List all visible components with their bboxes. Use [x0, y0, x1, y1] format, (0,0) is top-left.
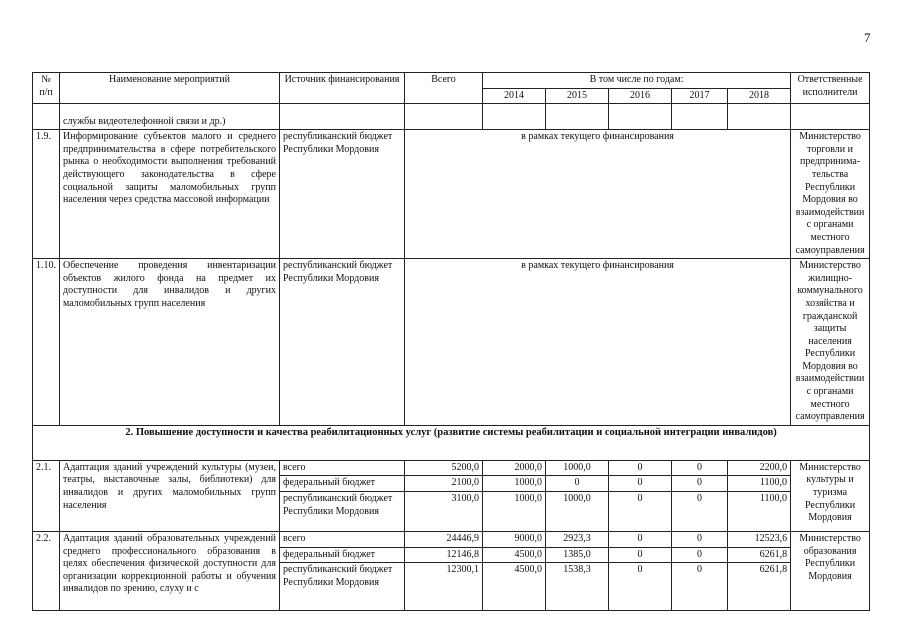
value-cell: 12523,6 — [728, 532, 791, 548]
value-cell: 1385,0 — [546, 547, 609, 563]
row-responsible: Министерство торговли и предпринима-тельства Республики Мордовия во взаимодействии с органами местного самоуправления — [791, 130, 870, 259]
row-source: федеральный бюджет — [280, 547, 405, 563]
value-cell: 0 — [672, 547, 728, 563]
page-number: 7 — [864, 30, 871, 45]
row-num: 2.1. — [33, 460, 60, 531]
value-cell: 6261,8 — [728, 547, 791, 563]
value-cell: 0 — [672, 460, 728, 476]
row-source: республиканский бюджет Республики Мордовия — [280, 492, 405, 532]
value-cell: 0 — [609, 547, 672, 563]
header-responsible: Ответственные исполнители — [791, 73, 870, 104]
row-num: 2.2. — [33, 532, 60, 611]
value-cell: 2200,0 — [728, 460, 791, 476]
value-cell: 1000,0 — [483, 476, 546, 492]
value-cell: 0 — [672, 563, 728, 611]
header-year: 2015 — [546, 88, 609, 104]
row-name: Обеспечение проведения инвентаризации объектов жилого фонда на предмет их доступности для инвалидов и других маломобильных групп населения — [60, 259, 280, 426]
row-name: Информирование субъектов малого и среднего предпринимательства в сфере потребительского рынка о необходимости выполнения требований действующего законодательства в сфере социальной защиты маломобильных групп населения через средства массовой информации — [60, 130, 280, 259]
row-responsible: Министерство культуры и туризма Республики Мордовия — [791, 460, 870, 531]
header-total: Всего — [405, 73, 483, 104]
table-row — [33, 130, 870, 259]
value-cell: 6261,8 — [728, 563, 791, 611]
row-name: Адаптация зданий образовательных учреждений среднего профессионального образования в целях обеспечения физической доступности для организации коррекционной работы и обучения инвалидов по зрению, слуху и с — [60, 532, 280, 611]
value-cell: 3100,0 — [405, 492, 483, 532]
row-source: республиканский бюджет Республики Мордовия — [280, 563, 405, 611]
row-financing: в рамках текущего финансирования — [405, 130, 791, 259]
header-source: Источник финансирования — [280, 73, 405, 104]
header-by-years: В том числе по годам: — [483, 73, 791, 89]
section-title: 2. Повышение доступности и качества реабилитационных услуг (развитие системы реабилитации и социальной интеграции инвалидов) — [33, 425, 870, 460]
value-cell: 1100,0 — [728, 476, 791, 492]
continuation-num-cell — [33, 104, 60, 130]
value-cell: 1000,0 — [546, 492, 609, 532]
value-cell: 0 — [609, 563, 672, 611]
header-year: 2014 — [483, 88, 546, 104]
header-year: 2016 — [609, 88, 672, 104]
row-financing: в рамках текущего финансирования — [405, 259, 791, 426]
value-cell: 0 — [546, 476, 609, 492]
row-name: Адаптация зданий учреждений культуры (музеи, театры, выставочные залы, библиотеки) для инвалидов и других маломобильных групп населения — [60, 460, 280, 531]
row-source: всего — [280, 532, 405, 548]
header-year: 2017 — [672, 88, 728, 104]
value-cell: 12300,1 — [405, 563, 483, 611]
header-num: № п/п — [33, 73, 60, 104]
value-cell: 4500,0 — [483, 563, 546, 611]
row-responsible: Министерство образования Республики Мордовия — [791, 532, 870, 611]
header-year: 2018 — [728, 88, 791, 104]
value-cell: 0 — [609, 492, 672, 532]
value-cell: 24446,9 — [405, 532, 483, 548]
value-cell: 0 — [672, 492, 728, 532]
value-cell: 1538,3 — [546, 563, 609, 611]
header-name: Наименование мероприятий — [60, 73, 280, 104]
value-cell: 0 — [609, 460, 672, 476]
value-cell: 2100,0 — [405, 476, 483, 492]
table-row — [33, 460, 870, 476]
row-source: республиканский бюджет Республики Мордовия — [280, 259, 405, 426]
value-cell: 1000,0 — [546, 460, 609, 476]
row-source: всего — [280, 460, 405, 476]
value-cell: 2000,0 — [483, 460, 546, 476]
value-cell: 2923,3 — [546, 532, 609, 548]
continuation-text: службы видеотелефонной связи и др.) — [60, 104, 280, 130]
value-cell: 0 — [672, 532, 728, 548]
value-cell: 9000,0 — [483, 532, 546, 548]
table-row — [33, 259, 870, 426]
row-num: 1.9. — [33, 130, 60, 259]
value-cell: 1100,0 — [728, 492, 791, 532]
row-source: федеральный бюджет — [280, 476, 405, 492]
value-cell: 5200,0 — [405, 460, 483, 476]
value-cell: 4500,0 — [483, 547, 546, 563]
row-source: республиканский бюджет Республики Мордовия — [280, 130, 405, 259]
table-row — [33, 532, 870, 548]
value-cell: 0 — [672, 476, 728, 492]
row-num: 1.10. — [33, 259, 60, 426]
program-table — [32, 72, 870, 611]
value-cell: 0 — [609, 532, 672, 548]
value-cell: 0 — [609, 476, 672, 492]
row-responsible: Министерство жилищно-коммунального хозяйства и гражданской защиты населения Республики Мордовия во взаимодействии с органами местного самоуправления — [791, 259, 870, 426]
value-cell: 1000,0 — [483, 492, 546, 532]
value-cell: 12146,8 — [405, 547, 483, 563]
